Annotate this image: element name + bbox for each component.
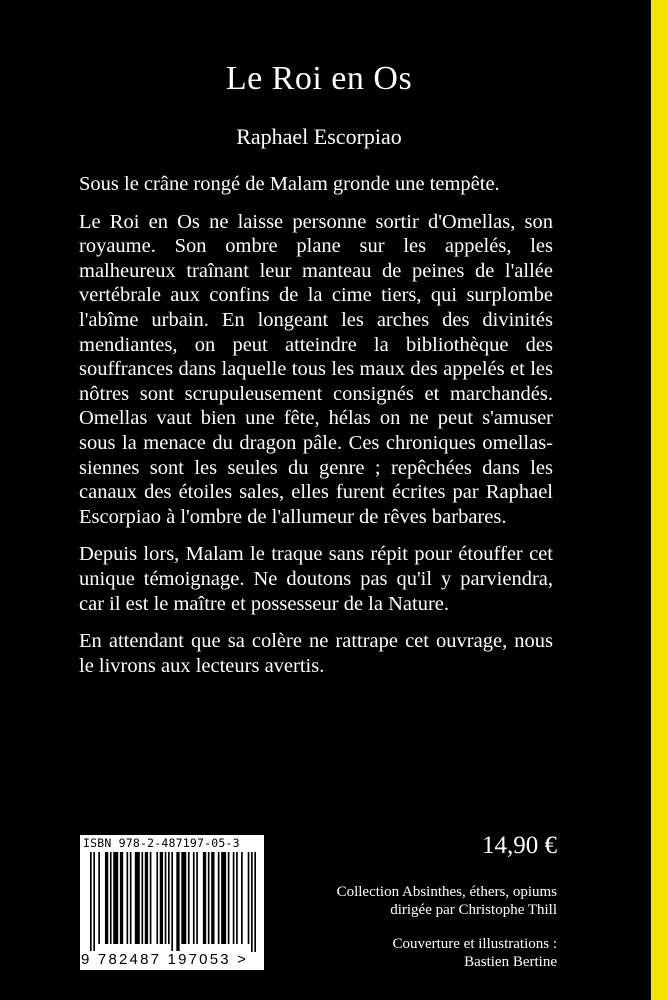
collection-name: Collection Absinthes, éthers, opiums — [336, 884, 557, 900]
barcode-bar — [90, 852, 92, 952]
barcode-bar — [171, 852, 173, 952]
book-author: Raphael Escorpiao — [236, 124, 402, 149]
blurb-paragraph-3: Depuis lors, Malam le traque sans répit pour étouffer cet unique témoignage. Ne doutons pas qu'il y parviendra, car il est le maître et possesseur de la Nature. — [79, 543, 553, 615]
barcode-bar — [241, 852, 243, 944]
back-cover-blurb — [79, 172, 553, 691]
barcode-bar — [196, 852, 198, 944]
barcode-bar — [254, 852, 256, 952]
barcode-bar — [130, 852, 132, 944]
barcode-bar — [176, 852, 179, 952]
barcode-bar — [168, 852, 170, 944]
barcode-bar — [165, 852, 167, 944]
blurb-paragraph-2: Le Roi en Os ne laisse personne sortir d'Omellas, son royaume. Son ombre plane sur les appelés, les malheureux traînant leur manteau de peines de l'allée vertébrale aux confins de la cime tiers, qui surplombe l'abîme urbain. En longeant les arches des divinités mendiantes, on peut atteindre la bibliothèque des souffrances dans laquelle tous les maux des appelés et les nôtres sont scrupuleusement consignés et marchandés. Omellas vaut bien une fête, hélas on ne peut s'amuser sous la menace du dragon pâle. Ces chroniques omellassiennes sont les seules du genre ; repêchées dans les canaux des étoiles sales, elles furent écrites par Raphael Escorpiao à l'ombre de l'allumeur de rêves barbares. — [79, 210, 553, 528]
barcode-bar — [105, 852, 108, 944]
barcode-bar — [251, 852, 253, 952]
blurb-paragraph-1: Sous le crâne rongé de Malam gronde une tempête. — [79, 173, 500, 195]
barcode-bar — [98, 852, 100, 944]
barcode-bar — [145, 852, 148, 944]
barcode-bar — [156, 852, 158, 944]
barcode-bar — [211, 852, 214, 944]
barcode-bar — [208, 852, 210, 944]
isbn-barcode — [80, 835, 264, 970]
barcode-bar — [141, 852, 143, 944]
barcode-bar — [110, 852, 112, 944]
illustration-credits — [392, 935, 557, 971]
barcode-bar — [120, 852, 123, 944]
barcode-bar — [236, 852, 238, 944]
collection-info — [337, 883, 557, 919]
barcode-bar — [127, 852, 129, 944]
barcode-bar — [233, 852, 235, 944]
ean-digits: 9 782487 197053 > — [81, 951, 249, 968]
barcode-bar — [203, 852, 206, 944]
book-title: Le Roi en Os — [225, 60, 413, 97]
barcode-bar — [228, 852, 230, 944]
barcode-bar — [193, 852, 195, 944]
barcode-bar — [150, 852, 152, 944]
barcode-bar — [113, 852, 118, 944]
credits-artist: Bastien Bertine — [464, 954, 557, 970]
barcode-bar — [218, 852, 220, 944]
barcode-bar — [93, 852, 95, 952]
yellow-spine — [651, 0, 668, 1000]
barcode-bar — [221, 852, 226, 944]
price: 14,90 € — [482, 832, 557, 859]
barcode-bar — [135, 852, 140, 944]
collection-director: dirigée par Christophe Thill — [390, 902, 557, 918]
isbn-label: ISBN 978-2-487197-05-3 — [83, 836, 240, 850]
barcode-bars-icon — [90, 852, 256, 952]
credits-label: Couverture et illustrations : — [392, 936, 557, 952]
barcode-bar — [181, 852, 186, 944]
barcode-bar — [160, 852, 163, 944]
blurb-paragraph-4: En attendant que sa colère ne rattrape cet ouvrage, nous le livrons aux lecteurs avertis. — [79, 630, 553, 677]
barcode-bar — [188, 852, 190, 944]
barcode-bar — [248, 852, 250, 944]
